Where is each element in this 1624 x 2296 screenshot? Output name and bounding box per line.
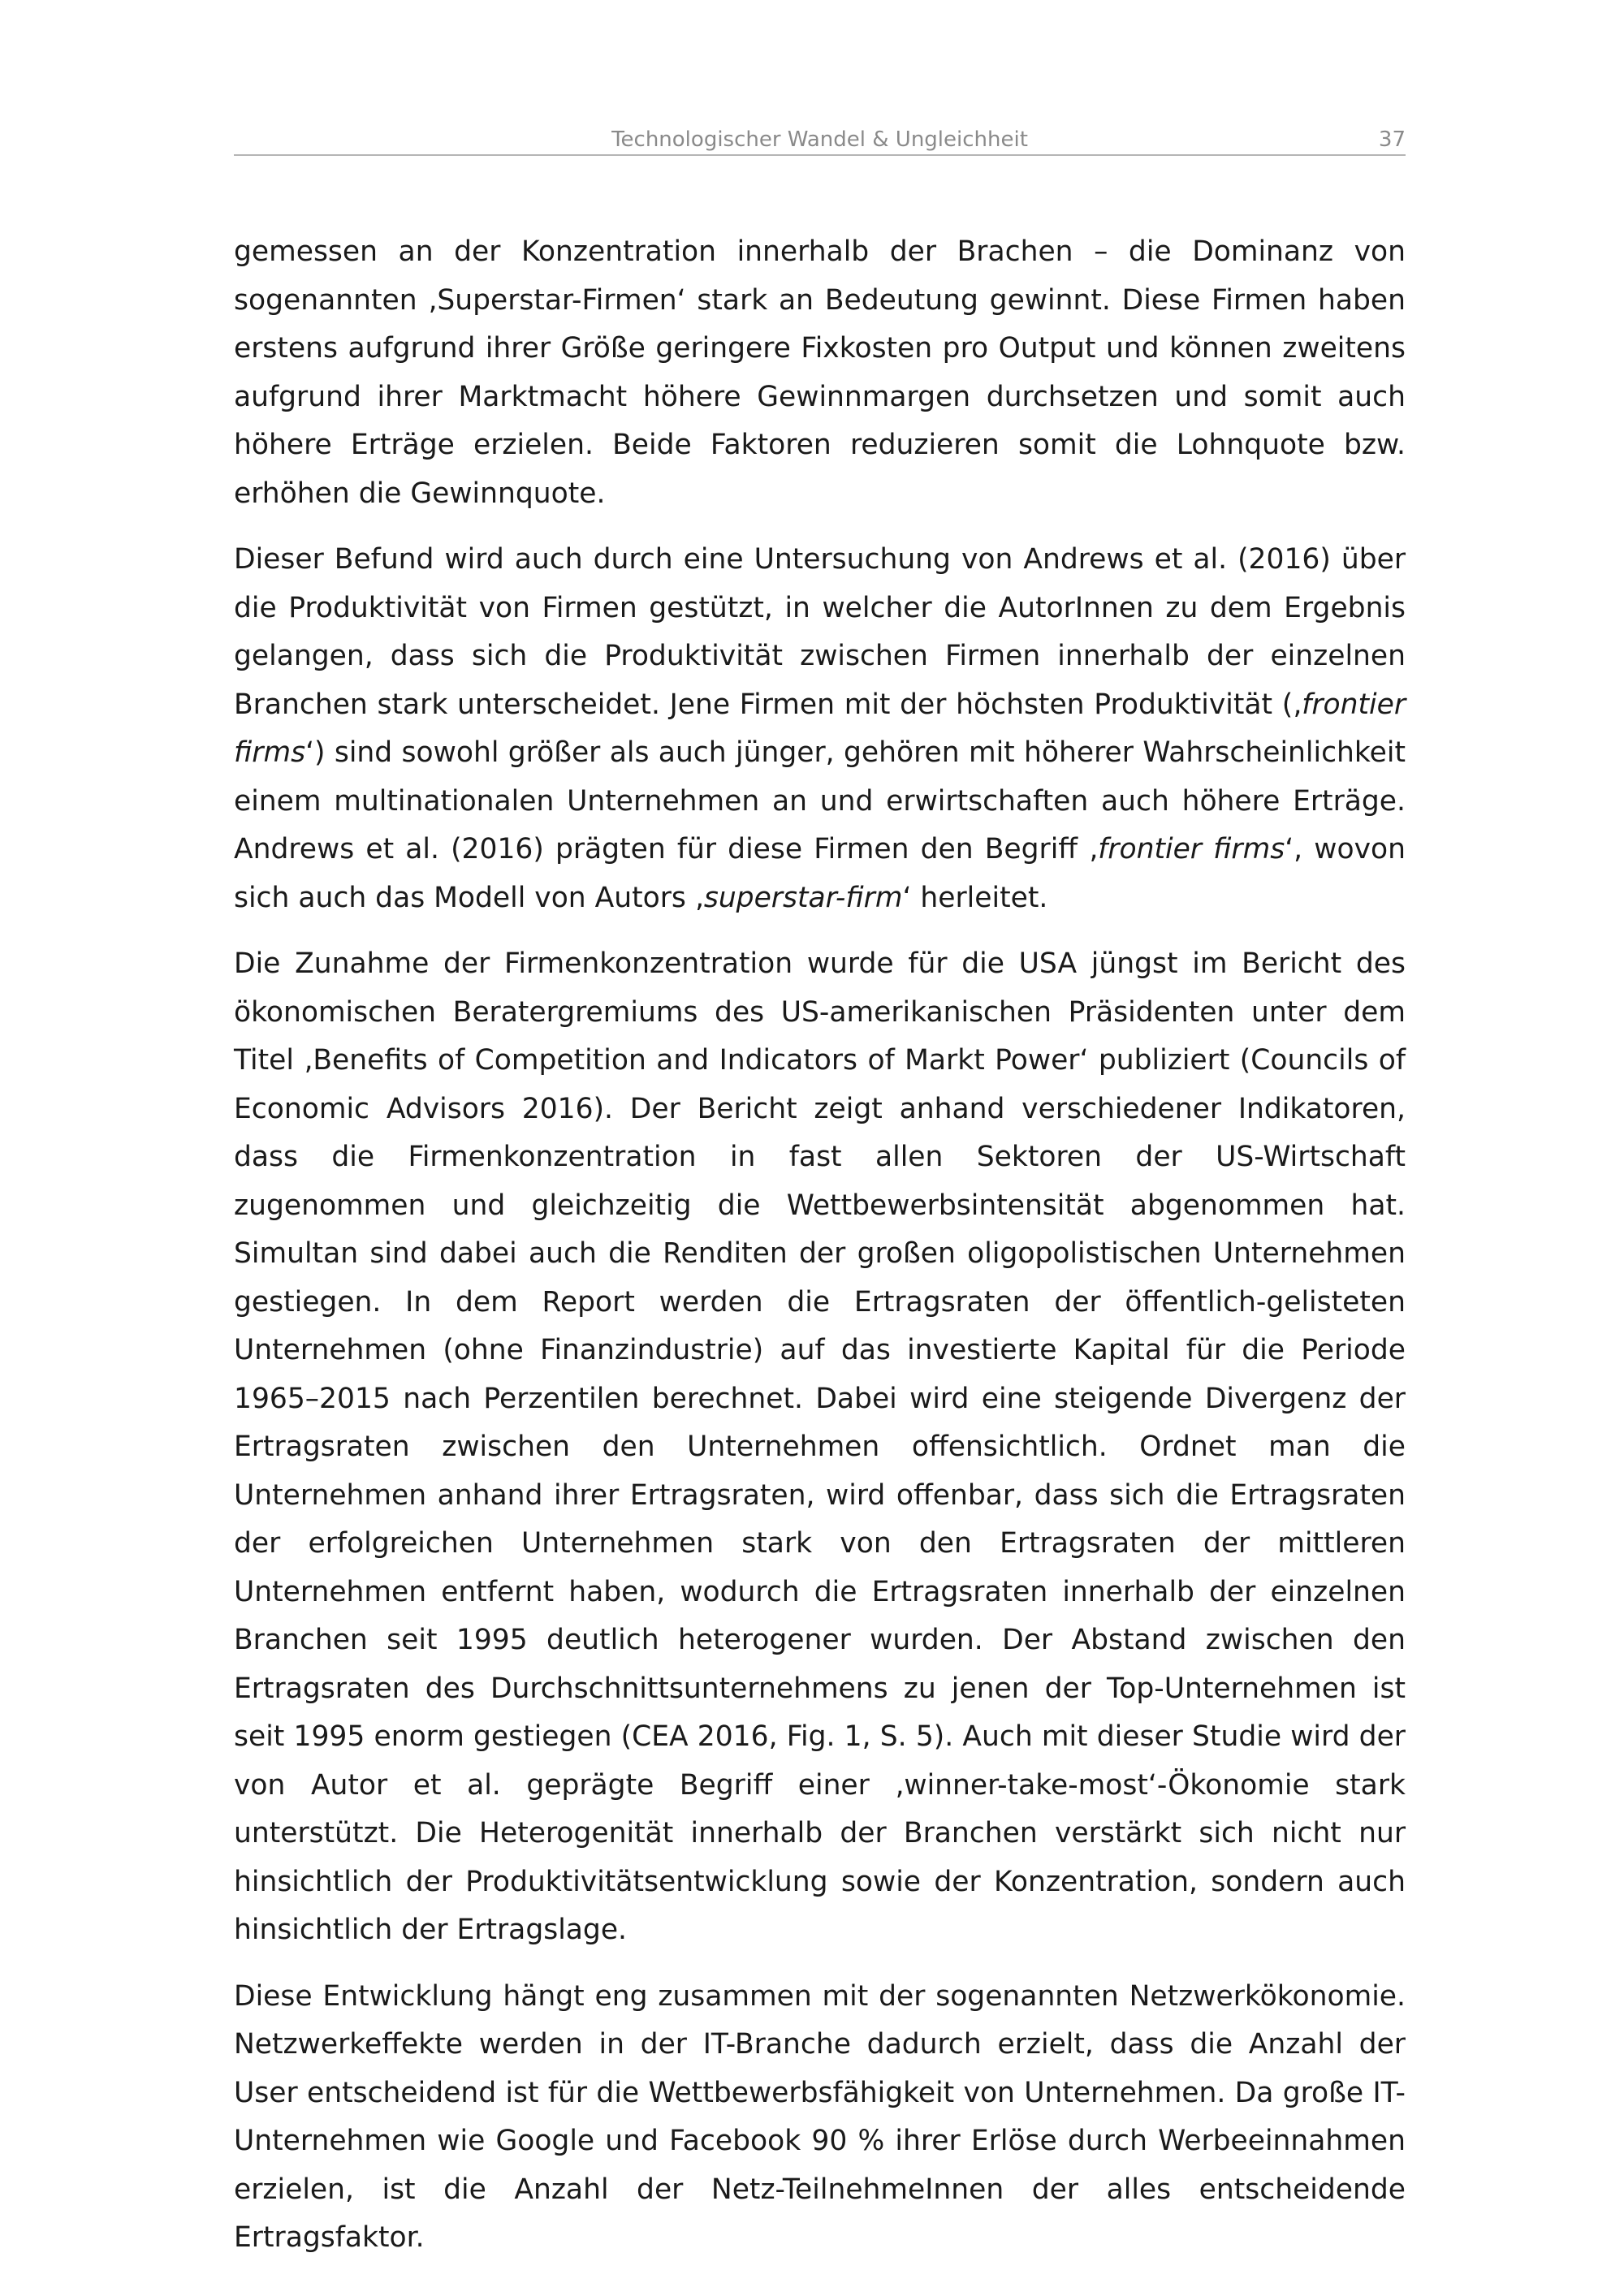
text-segment: gemessen an der Konzentration innerhalb der Brachen – die Dominanz von sogenannten ‚Superstar-Firmen‘ stark an Bedeutung gewinnt. Diese Firmen haben erstens aufgrund ihrer Größe geringere Fixkosten pro Output und können zweitens aufgrund ihrer Marktmacht höhere Gewinnmargen durchsetzen und somit auch höhere Erträge erzielen. Beide Faktoren reduzieren somit die Lohnquote bzw. erhöhen die Gewinnquote. bbox=[234, 235, 1406, 510]
text-segment: Die Zunahme der Firmenkonzentration wurde für die USA jüngst im Bericht des ökonomischen Beratergremiums des US-amerikanischen Präsidenten unter dem Titel ‚Benefits of Competition and Indicators of Markt Power‘ publiziert (Councils of Economic Advisors 2016). Der Bericht zeigt anhand verschiedener Indikatoren, dass die Firmenkonzentration in fast allen Sektoren der US-Wirtschaft zugenommen und gleichzeitig die Wettbewerbsintensität abgenommen hat. Simultan sind dabei auch die Renditen der großen oligopolistischen Unternehmen gestiegen. In dem Report werden die Ertragsraten der öffentlich-gelisteten Unternehmen (ohne Finanzindustrie) auf das investierte Kapital für die Periode 1965–2015 nach Perzentilen berechnet. Dabei wird eine steigende Divergenz der Ertragsraten zwischen den Unternehmen offensichtlich. Ordnet man die Unternehmen anhand ihrer Ertragsraten, wird offenbar, dass sich die Ertragsraten der erfolgreichen Unternehmen stark von den Ertragsraten der mittleren Unternehmen entfernt haben, wodurch die Ertragsraten innerhalb der einzelnen Branchen seit 1995 deutlich heterogener wurden. Der Abstand zwischen den Ertragsraten des Durchschnittsunternehmens zu jenen der Top-Unternehmen ist seit 1995 enorm gestiegen (CEA 2016, Fig. 1, S. 5). Auch mit dieser Studie wird der von Autor et al. geprägte Begriff einer ‚winner-take-most‘-Ökonomie stark unterstützt. Die Heterogenität innerhalb der Branchen verstärkt sich nicht nur hinsichtlich der Produktivitätsentwicklung sowie der Konzentration, sondern auch hinsichtlich der Ertragslage. bbox=[234, 947, 1406, 1946]
paragraph-2 bbox=[234, 536, 1406, 922]
text-segment: ‘) sind sowohl größer als auch jünger, gehören mit höherer Wahrscheinlichkeit einem multinationalen Unternehmen an und erwirtschaften auch höhere Erträge. Andrews et al. (2016) prägten für diese Firmen den Begriff ‚ bbox=[234, 736, 1406, 865]
body-text bbox=[234, 228, 1406, 2281]
page-number: 37 bbox=[1378, 127, 1406, 152]
text-segment: Diese Entwicklung hängt eng zusammen mit der sogenannten Netzwerkökonomie. Netzwerkeffekte werden in der IT-Branche dadurch erzielt, dass die Anzahl der User entscheidend ist für die Wettbewerbsfähigkeit von Unternehmen. Da große IT-Unternehmen wie Google und Facebook 90 % ihrer Erlöse durch Werbeeinnahmen erzielen, ist die Anzahl der Netz-TeilnehmeInnen der alles entscheidende Ertragsfaktor. bbox=[234, 1979, 1406, 2254]
running-header-title: Technologischer Wandel & Ungleichheit bbox=[611, 127, 1028, 152]
paragraph-1 bbox=[234, 228, 1406, 518]
running-header bbox=[234, 125, 1406, 156]
italic-term: frontier firms bbox=[234, 688, 1406, 769]
paragraph-3 bbox=[234, 940, 1406, 1955]
text-segment: ‘, wovon sich auch das Modell von Autors ‚ bbox=[234, 833, 1406, 914]
paragraph-4 bbox=[234, 1973, 1406, 2263]
text-segment: Dieser Befund wird auch durch eine Untersuchung von Andrews et al. (2016) über die Produktivität von Firmen gestützt, in welcher die AutorInnen zu dem Ergebnis gelangen, dass sich die Produktivität zwischen Firmen innerhalb der einzelnen Branchen stark unterscheidet. Jene Firmen mit der höchsten Produktivität (‚ bbox=[234, 543, 1406, 721]
italic-term: superstar-firm bbox=[703, 881, 903, 914]
text-segment: ‘ herleitet. bbox=[902, 881, 1048, 914]
italic-term: frontier firms bbox=[1098, 833, 1285, 865]
